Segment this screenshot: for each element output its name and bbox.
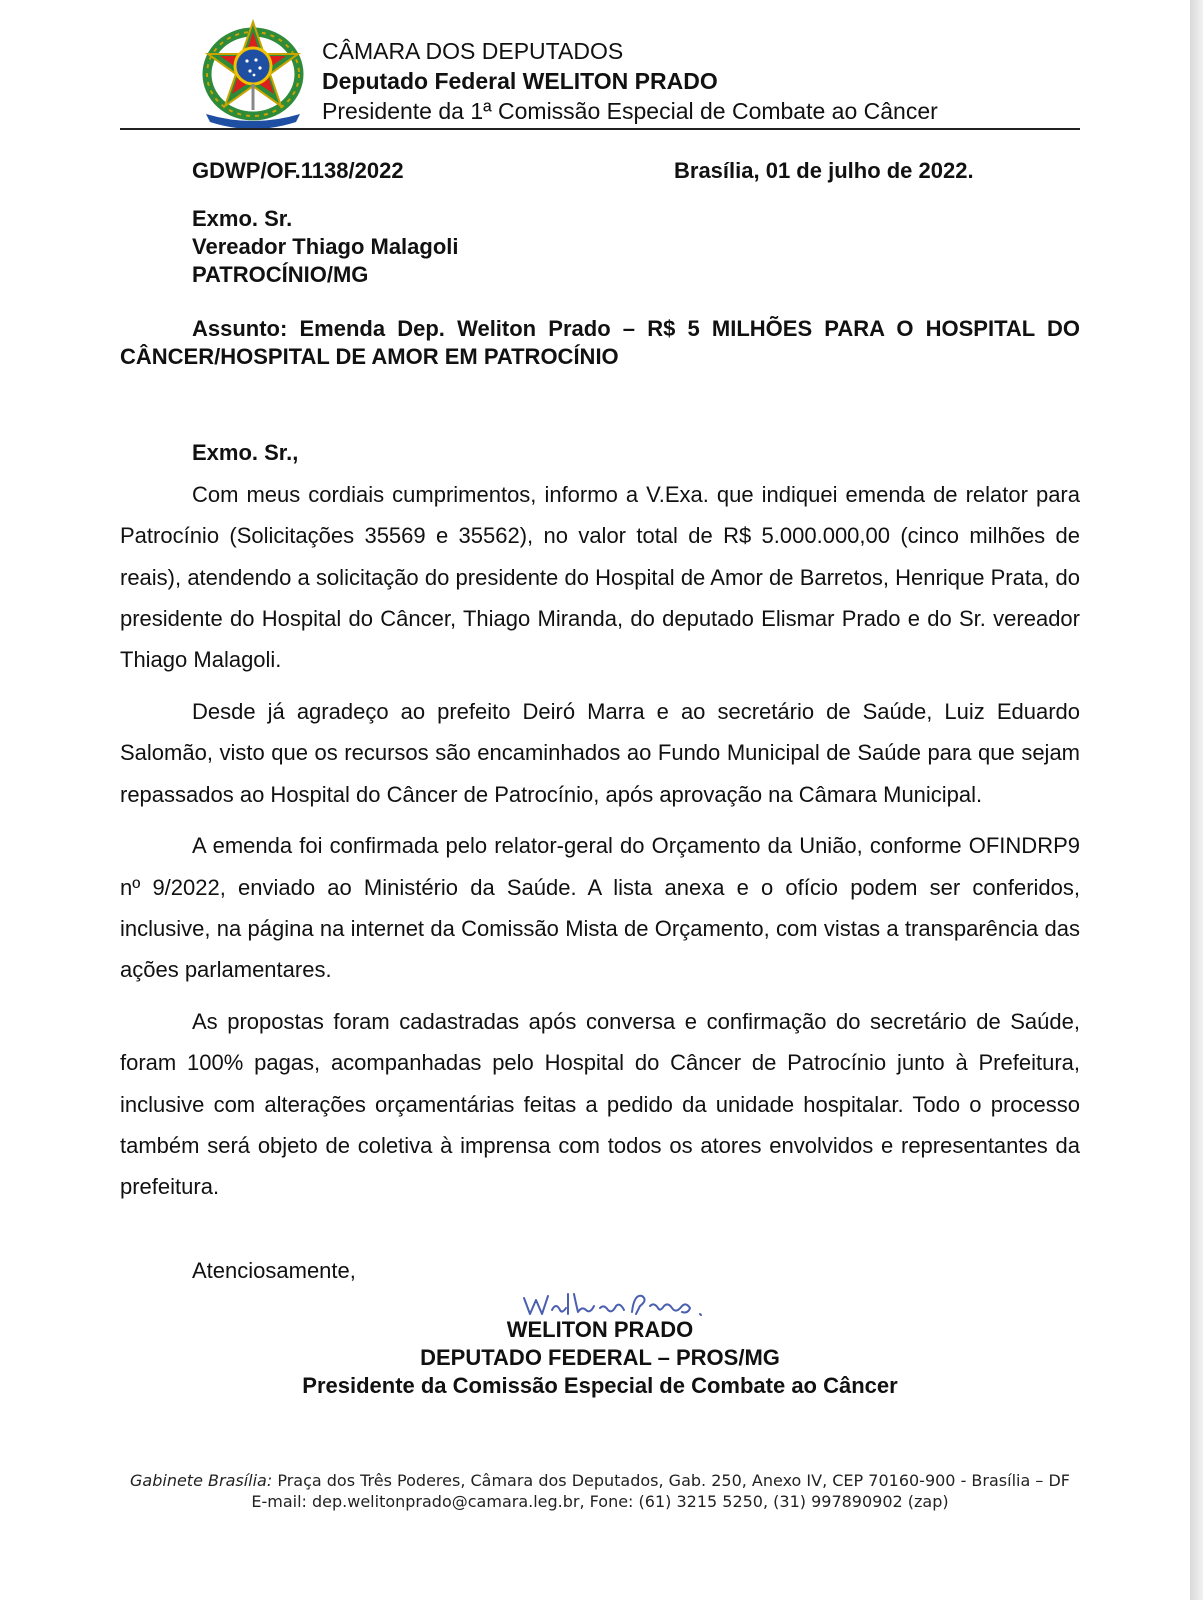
recipient-title: Exmo. Sr. (192, 206, 293, 231)
closing: Atenciosamente, (192, 1258, 356, 1283)
letter-body (120, 474, 1080, 1218)
signer-name: WELITON PRADO (506, 1317, 694, 1342)
deputy-name: Deputado Federal WELITON PRADO (322, 68, 718, 94)
letterhead (322, 36, 938, 126)
recipient-name: Vereador Thiago Malagoli (192, 234, 459, 259)
deputy-role: Presidente da 1ª Comissão Especial de Combate ao Câncer (322, 98, 938, 124)
recipient-city: PATROCÍNIO/MG (192, 262, 369, 287)
header-divider (120, 128, 1080, 130)
signer-block (120, 1316, 1080, 1400)
body-paragraph: Com meus cordiais cumprimentos, informo a V.Exa. que indiquei emenda de relator para Patrocínio (Solicitações 35569 e 35562), no valor total de R$ 5.000.000,00 (cinco milhões de reais), atendendo a solicitação do presidente do Hospital de Amor de Barretos, Henrique Prata, do presidente do Hospital do Câncer, Thiago Miranda, do deputado Elismar Prado e do Sr. vereador Thiago Malagoli. (120, 482, 1080, 673)
subject-line: Assunto: Emenda Dep. Weliton Prado – R$ 5 MILHÕES PARA O HOSPITAL DO CÂNCER/HOSPITAL DE AMOR EM PATROCÍNIO (120, 316, 1080, 369)
body-paragraph: Desde já agradeço ao prefeito Deiró Marra e ao secretário de Saúde, Luiz Eduardo Salomão, visto que os recursos são encaminhados ao Fundo Municipal de Saúde para que sejam repassados ao Hospital do Câncer de Patrocínio, após aprovação na Câmara Municipal. (120, 698, 1080, 807)
footer (120, 1470, 1080, 1512)
footer-address: Praça dos Três Poderes, Câmara dos Deputados, Gab. 250, Anexo IV, CEP 70160-900 - Brasília – DF (272, 1471, 1070, 1490)
page-edge-shadow (1190, 0, 1203, 1600)
document-date: Brasília, 01 de julho de 2022. (674, 158, 974, 183)
document-reference: GDWP/OF.1138/2022 (192, 158, 404, 183)
salutation: Exmo. Sr., (192, 440, 299, 465)
footer-address-line (120, 1470, 1080, 1491)
institution-name: CÂMARA DOS DEPUTADOS (322, 38, 624, 64)
footer-contact: E-mail: dep.welitonprado@camara.leg.br, Fone: (61) 3215 5250, (31) 997890902 (zap) (251, 1492, 949, 1511)
footer-address-label: Gabinete Brasília: (130, 1471, 273, 1490)
body-paragraph: As propostas foram cadastradas após conversa e confirmação do secretário de Saúde, foram 100% pagas, acompanhadas pelo Hospital do Câncer de Patrocínio junto à Prefeitura, inclusive com alterações orçamentárias feitas a pedido da unidade hospitalar. Todo o processo também será objeto de coletiva à imprensa com todos os atores envolvidos e representantes da prefeitura. (120, 1009, 1080, 1200)
recipient-block (192, 205, 459, 289)
signer-title: DEPUTADO FEDERAL – PROS/MG (420, 1345, 780, 1370)
signer-role: Presidente da Comissão Especial de Combate ao Câncer (302, 1373, 898, 1398)
body-paragraph: A emenda foi confirmada pelo relator-geral do Orçamento da União, conforme OFINDRP9 nº 9/2022, enviado ao Ministério da Saúde. A lista anexa e o ofício podem ser conferidos, inclusive, na página na internet da Comissão Mista de Orçamento, com vistas a transparência das ações parlamentares. (120, 833, 1080, 983)
brazil-coat-of-arms-icon (200, 16, 306, 128)
